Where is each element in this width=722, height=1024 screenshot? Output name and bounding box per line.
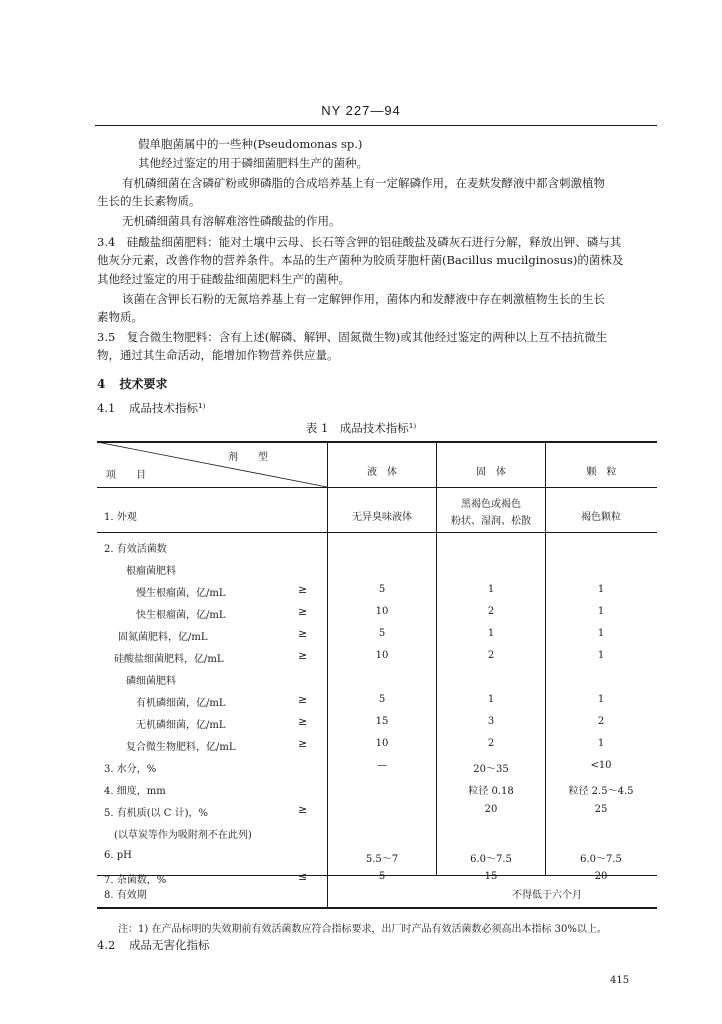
row-label: 慢生根瘤菌，亿/mL: [136, 588, 226, 599]
merged-cell-value: 不得低于六个月: [512, 890, 582, 901]
cell-value: 1: [597, 694, 605, 705]
col-header-liquid: 液 体: [367, 467, 397, 478]
paragraph-line: 该菌在含钾长石粉的无氮培养基上有一定解钾作用，菌体内和发酵液中存在刺激植物生长的生长: [122, 292, 605, 306]
table-bottom-rule: [97, 907, 657, 909]
cell-value: 10: [375, 606, 389, 617]
comparison-symbol: ≥: [298, 715, 308, 728]
cell-value: 1: [597, 606, 605, 617]
cell-value: 20～35: [473, 764, 509, 775]
cell-value: 15: [484, 871, 498, 882]
cell-value: 1: [487, 628, 495, 639]
col-header-granule: 颗 粒: [586, 467, 617, 478]
cell-value: 1: [487, 584, 495, 595]
row-label: 7. 杂菌数，%: [104, 875, 167, 886]
comparison-symbol: ≤: [298, 870, 308, 883]
section-number: 4: [97, 377, 106, 391]
cell-value: 2: [487, 606, 495, 617]
row-label: 6. pH: [104, 850, 132, 861]
section-title: 技术要求: [119, 377, 168, 391]
row-label: 5. 有机质(以 C 计)，%: [104, 808, 209, 819]
paragraph-line: 其他经过鉴定的用于磷细菌肥料生产的菌种。: [138, 156, 368, 170]
table-row-rule: [97, 532, 657, 533]
comparison-symbol: ≥: [298, 627, 308, 640]
table-footnote: 注：1) 在产品标明的失效期前有效活菌数应符合指标要求，出厂时产品有效活菌数必须高出本指标 30%以上。: [118, 924, 607, 935]
paragraph-line: 他灰分元素，改善作物的营养条件。本品的生产菌种为胶质芽胞杆菌(Bacillus mucilginosus)的菌株及: [97, 253, 624, 267]
cell-value: 1: [597, 584, 605, 595]
col-header-solid: 固 体: [476, 467, 506, 478]
cell-value: 5: [378, 628, 386, 639]
subsection-title: 成品技术指标¹⁾: [128, 401, 206, 415]
paragraph-line: 素物质。: [97, 310, 143, 324]
cell-value: 1: [597, 650, 605, 661]
row-label: 快生根瘤菌，亿/mL: [136, 610, 226, 621]
cell-value: 粒径 0.18: [468, 786, 514, 797]
cell-value: 6.0～7.5: [580, 854, 622, 865]
comparison-symbol: ≥: [298, 803, 308, 816]
subsection-number: 4.2: [97, 938, 116, 952]
cell-value: 黑褐色或褐色: [461, 499, 521, 510]
cell-value: 粒径 2.5～4.5: [568, 786, 634, 797]
cell-value: 1: [597, 738, 605, 749]
paragraph-line: 生长的生长素物质。: [97, 194, 201, 208]
row-label: 无机磷细菌，亿/mL: [136, 720, 226, 731]
paragraph-line: 假单胞菌属中的一些种(Pseudomonas sp.): [138, 137, 363, 151]
paragraph-line: 其他经过鉴定的用于硅酸盐细菌肥料生产的菌种。: [97, 272, 350, 286]
cell-value: 5: [378, 694, 386, 705]
standard-number: NY 227—94: [321, 103, 401, 118]
cell-value: 10: [375, 738, 389, 749]
comparison-symbol: ≥: [298, 605, 308, 618]
cell-value: <10: [590, 760, 612, 771]
header-rule: [95, 125, 657, 126]
subsection-number: 4.1: [97, 401, 116, 415]
paragraph-line: 3.5 复合微生物肥料：含有上述(解磷、解钾、固氮微生物)或其他经过鉴定的两种以上互不拮抗微生: [97, 330, 608, 344]
row-label: 根瘤菌肥料: [126, 566, 176, 577]
subsection-heading: [97, 401, 205, 416]
subsection-heading: [97, 938, 209, 953]
cell-value: 15: [375, 716, 389, 727]
corner-header-type: 剂 型: [228, 452, 268, 463]
row-label: 2. 有效活菌数: [104, 544, 167, 555]
subsection-title: 成品无害化指标: [128, 938, 210, 952]
table-col-rule: [545, 441, 546, 876]
cell-value: 2: [487, 738, 495, 749]
cell-value: 无异臭味液体: [352, 512, 412, 523]
cell-value: 6.0～7.5: [470, 854, 512, 865]
cell-value: 2: [597, 716, 605, 727]
row-label: 硅酸盐细菌肥料，亿/mL: [114, 654, 224, 665]
cell-value-line2: 粉状、湿润、松散: [451, 516, 531, 527]
paragraph-line: 3.4 硅酸盐细菌肥料：能对土壤中云母、长石等含钾的铝硅酸盐及磷灰石进行分解，释放出钾、磷与其: [97, 235, 622, 249]
comparison-symbol: ≥: [298, 693, 308, 706]
cell-value: 1: [487, 694, 495, 705]
page-number: 415: [610, 975, 630, 986]
table-header-rule: [97, 487, 657, 488]
cell-value: 5: [378, 871, 386, 882]
row-label: (以草炭等作为吸附剂不在此列): [114, 830, 252, 841]
cell-value: —: [377, 760, 387, 771]
corner-header-item: 项 目: [106, 470, 146, 481]
row-label: 8. 有效期: [104, 890, 147, 901]
cell-value: 2: [487, 650, 495, 661]
comparison-symbol: ≥: [298, 737, 308, 750]
cell-value: 1: [597, 628, 605, 639]
comparison-symbol: ≥: [298, 583, 308, 596]
cell-value: 5: [378, 584, 386, 595]
cell-value: 3: [487, 716, 495, 727]
row-label: 有机磷细菌，亿/mL: [136, 698, 226, 709]
row-label: 固氮菌肥料，亿/mL: [118, 632, 208, 643]
cell-value: 20: [594, 871, 608, 882]
row-label: 3. 水分，%: [104, 764, 157, 775]
comparison-symbol: ≥: [298, 649, 308, 662]
cell-value: 褐色颗粒: [581, 512, 621, 523]
row-label: 1. 外观: [104, 512, 137, 523]
section-heading: [97, 375, 168, 392]
row-label: 磷细菌肥料: [126, 676, 176, 687]
cell-value: 25: [594, 804, 608, 815]
cell-value: 5.5～7: [365, 854, 399, 865]
row-label: 复合微生物肥料，亿/mL: [126, 742, 236, 753]
paragraph-line: 无机磷细菌具有溶解难溶性磷酸盐的作用。: [122, 214, 341, 228]
row-label: 4. 细度，mm: [104, 786, 166, 797]
paragraph-line: 物，通过其生命活动，能增加作物营养供应量。: [97, 348, 339, 362]
table-caption: 表 1 成品技术指标¹⁾: [305, 421, 417, 435]
paragraph-line: 有机磷细菌在含磷矿粉或卵磷脂的合成培养基上有一定解磷作用，在麦麸发酵液中都含刺激植物: [122, 176, 605, 190]
cell-value: 20: [484, 804, 498, 815]
cell-value: 10: [375, 650, 389, 661]
